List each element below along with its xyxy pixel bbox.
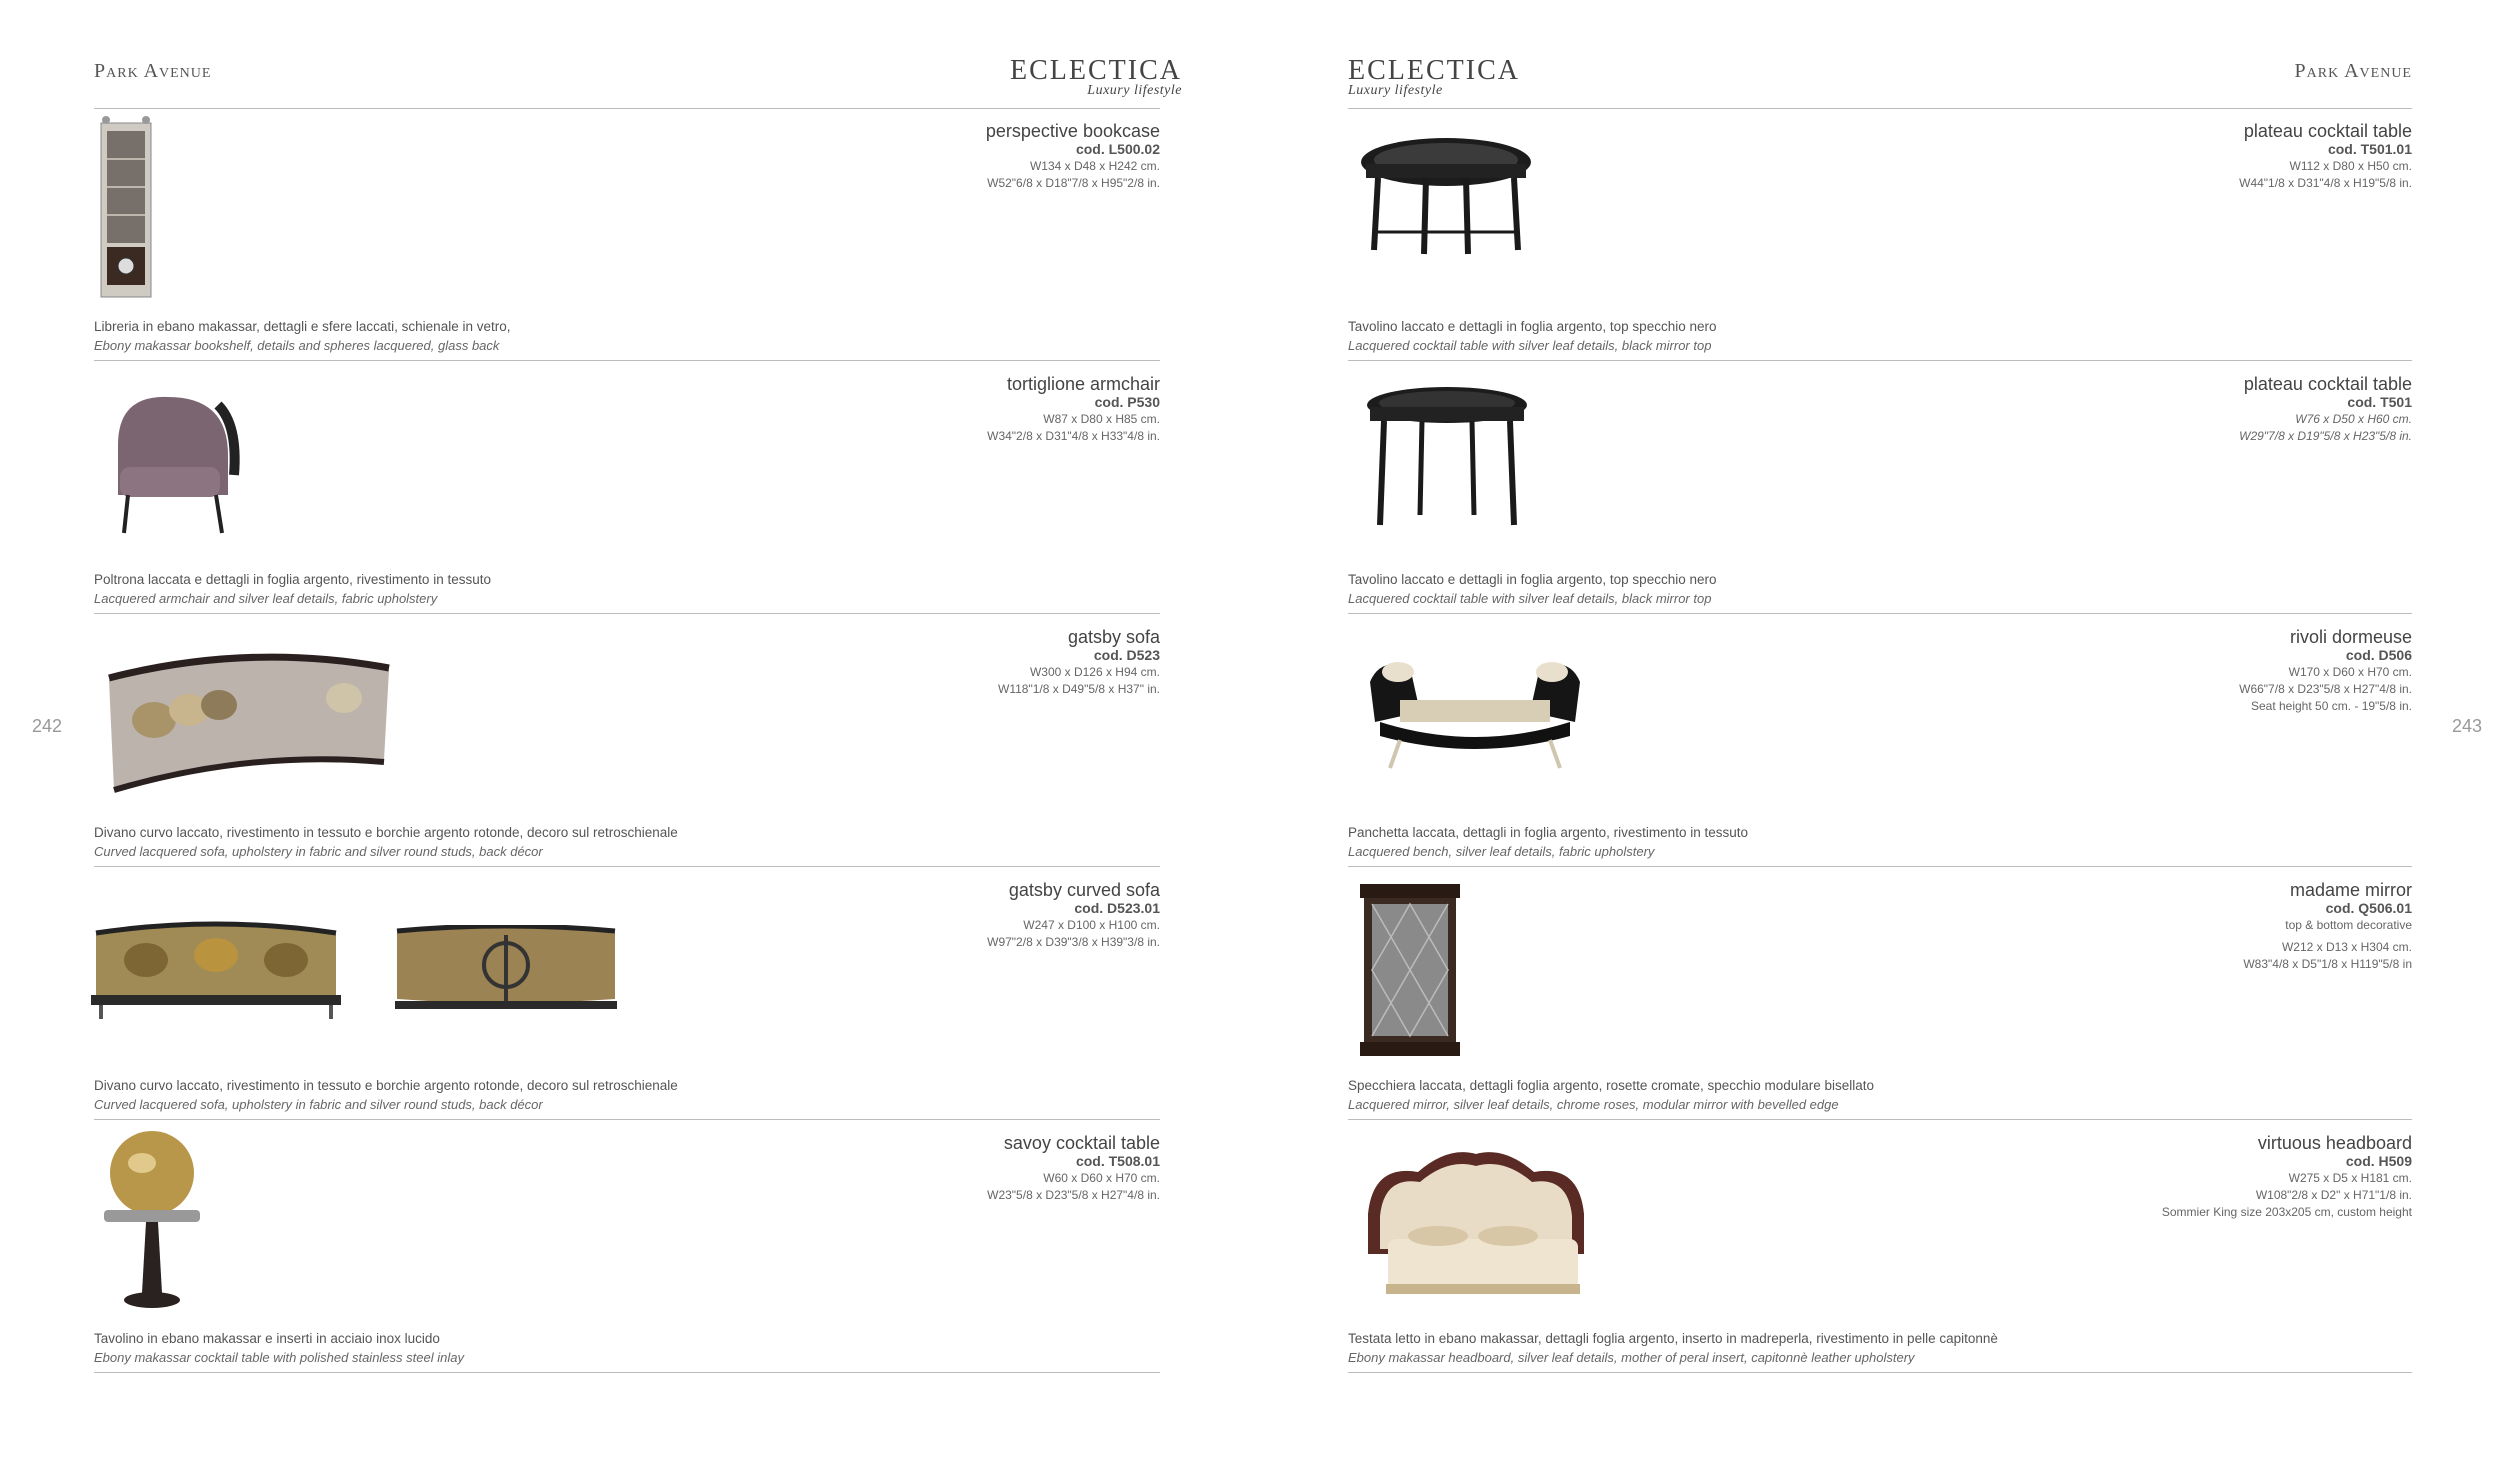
product-name: plateau cocktail table [2243, 121, 2412, 141]
product-description [1348, 823, 1748, 861]
product-name: gatsby curved sofa [1008, 880, 1160, 900]
product-note: top & bottom decorative [2285, 918, 2412, 932]
product-code: cod. Q506.01 [2325, 900, 2412, 916]
product-dimensions-cm: W300 x D126 x H94 cm. [1029, 665, 1160, 679]
product-code: cod. T501.01 [2327, 141, 2412, 157]
product-dimensions-cm: W170 x D60 x H70 cm. [2288, 665, 2412, 679]
product-description [94, 1076, 678, 1114]
description-italian: Panchetta laccata, dettagli in foglia argento, rivestimento in tessuto [1348, 825, 1748, 840]
product-row [94, 108, 1160, 361]
product-dimensions-cm: W60 x D60 x H70 cm. [1043, 1171, 1160, 1185]
description-english: Ebony makassar headboard, silver leaf details, mother of peral insert, capitonnè leather upholstery [1348, 1350, 1915, 1365]
product-code: cod. T508.01 [1075, 1153, 1160, 1169]
product-dimensions-cm: W275 x D5 x H181 cm. [2288, 1171, 2412, 1185]
product-dimensions-in: W66"7/8 x D23"5/8 x H27"4/8 in. [2239, 682, 2412, 696]
product-row [1348, 614, 2412, 867]
brand-name: Park Avenue [94, 60, 212, 82]
product-description [1348, 317, 1717, 355]
product-code: cod. H509 [2345, 1153, 2412, 1169]
description-english: Lacquered cocktail table with silver leaf details, black mirror top [1348, 338, 1712, 353]
product-row [94, 361, 1160, 614]
product-dimensions-in: W29"7/8 x D19"5/8 x H23"5/8 in. [2239, 429, 2412, 443]
product-dimensions-cm: W112 x D80 x H50 cm. [2289, 159, 2412, 173]
curved-sofa-front-image [86, 915, 346, 1025]
product-code: cod. D506 [2345, 647, 2412, 663]
product-info [2162, 1133, 2412, 1221]
description-italian: Libreria in ebano makassar, dettagli e sfere laccati, schienale in vetro, [94, 319, 511, 334]
product-dimensions-in: W52"6/8 x D18"7/8 x H95"2/8 in. [987, 176, 1160, 190]
product-dimensions-in: W108"2/8 x D2" x H71"1/8 in. [2255, 1188, 2412, 1202]
description-italian: Poltrona laccata e dettagli in foglia argento, rivestimento in tessuto [94, 572, 491, 587]
product-dimensions-in: W44"1/8 x D31"4/8 x H19"5/8 in. [2239, 176, 2412, 190]
product-name: virtuous headboard [2257, 1133, 2412, 1153]
page-number: 243 [2451, 716, 2482, 736]
description-italian: Tavolino in ebano makassar e inserti in acciaio inox lucido [94, 1331, 440, 1346]
description-italian: Tavolino laccato e dettagli in foglia argento, top specchio nero [1348, 319, 1717, 334]
product-info [987, 1133, 1160, 1204]
product-dimensions-in: W23"5/8 x D23"5/8 x H27"4/8 in. [987, 1188, 1160, 1202]
product-info [2239, 374, 2412, 445]
logo-title: ECLECTICA [1348, 55, 1520, 86]
armchair-image [98, 385, 244, 535]
description-english: Ebony makassar bookshelf, details and spheres lacquered, glass back [94, 338, 500, 353]
logo-title: ECLECTICA [1010, 55, 1182, 86]
product-description [1348, 1329, 1998, 1367]
product-dimensions-cm: W134 x D48 x H242 cm. [1029, 159, 1160, 173]
eclectica-logo [1348, 57, 1520, 99]
eclectica-logo [1010, 57, 1182, 99]
product-description [94, 823, 678, 861]
description-english: Lacquered bench, silver leaf details, fabric upholstery [1348, 844, 1655, 859]
product-info [2239, 121, 2412, 192]
oval-cocktail-table-image [1356, 132, 1536, 262]
product-code: cod. T501 [2347, 394, 2412, 410]
product-row [1348, 867, 2412, 1120]
product-row [1348, 361, 2412, 614]
headboard-image [1358, 1144, 1594, 1304]
brand-name: Park Avenue [2294, 60, 2412, 82]
product-code: cod. P530 [1094, 394, 1160, 410]
product-code: cod. D523 [1093, 647, 1160, 663]
product-dimensions-in: W34"2/8 x D31"4/8 x H33"4/8 in. [987, 429, 1160, 443]
product-description [94, 570, 491, 608]
product-info [986, 121, 1160, 192]
round-cocktail-table-image [1362, 383, 1532, 533]
product-row [94, 614, 1160, 867]
product-info [987, 880, 1160, 951]
product-name: tortiglione armchair [1006, 374, 1160, 394]
mirror-image [1358, 882, 1462, 1058]
product-info [2243, 880, 2412, 973]
product-info [998, 627, 1160, 698]
description-english: Curved lacquered sofa, upholstery in fabric and silver round studs, back décor [94, 844, 543, 859]
description-italian: Divano curvo laccato, rivestimento in tessuto e borchie argento rotonde, decoro sul retroschienale [94, 825, 678, 840]
bookcase-image [98, 115, 154, 301]
product-name: gatsby sofa [1067, 627, 1160, 647]
logo-subtitle: Luxury lifestyle [1087, 83, 1182, 98]
product-info [2239, 627, 2412, 715]
product-name: madame mirror [2289, 880, 2412, 900]
product-name: perspective bookcase [985, 121, 1160, 141]
product-row [1348, 108, 2412, 361]
product-dimensions-in: W83"4/8 x D5"1/8 x H119"5/8 in [2243, 957, 2412, 971]
description-italian: Divano curvo laccato, rivestimento in tessuto e borchie argento rotonde, decoro sul retroschienale [94, 1078, 678, 1093]
product-name: rivoli dormeuse [2289, 627, 2412, 647]
description-english: Lacquered cocktail table with silver leaf details, black mirror top [1348, 591, 1712, 606]
product-name: savoy cocktail table [1003, 1133, 1160, 1153]
dormeuse-image [1360, 652, 1590, 772]
product-dimensions-in: W97"2/8 x D39"3/8 x H39"3/8 in. [987, 935, 1160, 949]
description-italian: Testata letto in ebano makassar, dettagli foglia argento, inserto in madreperla, rivestimento in pelle capitonnè [1348, 1331, 1998, 1346]
product-dimensions-cm: W76 x D50 x H60 cm. [2295, 412, 2412, 426]
product-dimensions-cm: W87 x D80 x H85 cm. [1043, 412, 1160, 426]
product-description [1348, 1076, 1874, 1114]
product-description [1348, 570, 1717, 608]
product-name: plateau cocktail table [2243, 374, 2412, 394]
product-seat-height: Seat height 50 cm. - 19"5/8 in. [2250, 699, 2412, 713]
product-description [94, 1329, 464, 1367]
page-number: 242 [32, 716, 63, 736]
description-english: Ebony makassar cocktail table with polished stainless steel inlay [94, 1350, 464, 1365]
description-italian: Tavolino laccato e dettagli in foglia argento, top specchio nero [1348, 572, 1717, 587]
product-dimensions-cm: W247 x D100 x H100 cm. [1023, 918, 1160, 932]
product-code: cod. D523.01 [1074, 900, 1160, 916]
description-italian: Specchiera laccata, dettagli foglia argento, rosette cromate, specchio modulare bisellato [1348, 1078, 1875, 1093]
product-description [94, 317, 510, 355]
product-row [1348, 1120, 2412, 1373]
curved-sofa-back-image [392, 925, 620, 1021]
product-dimensions-cm: W212 x D13 x H304 cm. [2281, 940, 2412, 954]
logo-subtitle: Luxury lifestyle [1348, 83, 1443, 98]
right-page [1250, 0, 2500, 1458]
product-row [94, 1120, 1160, 1373]
sofa-image [104, 650, 394, 800]
cocktail-table-image [102, 1128, 202, 1318]
product-info [987, 374, 1160, 445]
product-sommier-size: Sommier King size 203x205 cm, custom height [2161, 1205, 2412, 1219]
product-row [94, 867, 1160, 1120]
description-english: Lacquered armchair and silver leaf details, fabric upholstery [94, 591, 438, 606]
description-english: Lacquered mirror, silver leaf details, chrome roses, modular mirror with bevelled edge [1348, 1097, 1839, 1112]
product-dimensions-in: W118"1/8 x D49"5/8 x H37" in. [998, 682, 1160, 696]
product-code: cod. L500.02 [1075, 141, 1160, 157]
description-english: Curved lacquered sofa, upholstery in fabric and silver round studs, back décor [94, 1097, 543, 1112]
